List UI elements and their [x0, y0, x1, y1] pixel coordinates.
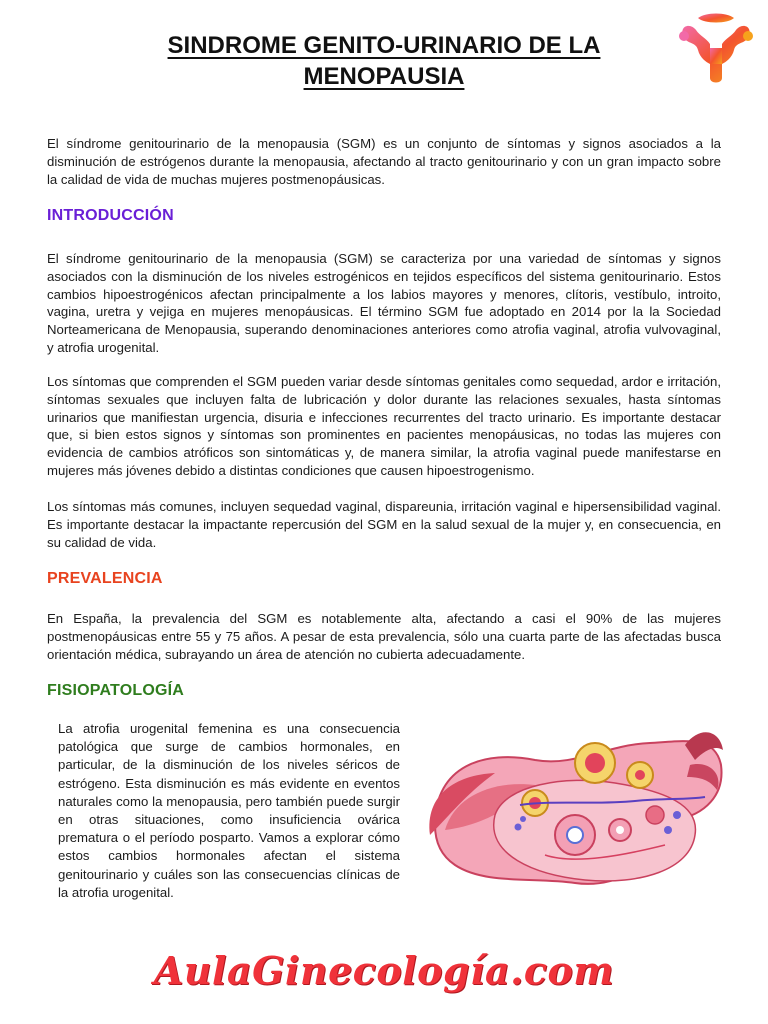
heading-fisiopatologia: FISIOPATOLOGÍA	[47, 682, 185, 699]
introduccion-paragraph-3: Los síntomas más comunes, incluyen sequedad vaginal, dispareunia, irritación vaginal e hipersensibilidad vaginal. Es importante destacar la impactante repercusión del SGM en la salud sexual de la mujer y, en consecuencia, en su calidad de vida.	[47, 499, 721, 550]
ovary-illustration	[425, 705, 725, 895]
heading-introduccion: INTRODUCCIÓN	[47, 207, 174, 224]
heading-prevalencia: PREVALENCIA	[47, 570, 163, 587]
uterus-logo-icon	[676, 8, 756, 88]
introduccion-paragraph-1: El síndrome genitourinario de la menopausia (SGM) se caracteriza por una variedad de síntomas y signos asociados con la disminución de los niveles estrogénicos en tejidos específicos del sistema genitourinario. Estos cambios hipoestrogénicos afectan principalmente a los labios mayores y menores, clítoris, vestíbulo, introito, vagina, uretra y vejiga en mujeres menopáusicas. El término SGM fue adoptado en 2014 por la la Sociedad Norteamericana de Menopausia, superando denominaciones anteriores como atrofia vaginal, atrofia vulvovaginal, y atrofia urogenital.	[47, 251, 721, 355]
page-title: SINDROME GENITO-URINARIO DE LA MENOPAUSIA	[167, 32, 601, 90]
prevalencia-paragraph: En España, la prevalencia del SGM es notablemente alta, afectando a casi el 90% de las mujeres postmenopáusicas entre 55 y 75 años. A pesar de esta prevalencia, sólo una cuarta parte de las afectadas busca orientación médica, subrayando un área de atención no cubierta adecuadamente.	[47, 611, 721, 662]
fisiopatologia-paragraph: La atrofia urogenital femenina es una consecuencia patológica que surge de cambios hormonales, en particular, de la disminución de los niveles séricos de estrógeno. Esta disminución es más evidente en eventos naturales como la menopausia, pero también puede surgir en otras situaciones, como insuficiencia ovárica prematura o el período posparto. Vamos a explorar cómo estos cambios hormonales afectan el sistema genitourinario y cuáles son las consecuencias clínicas de la atrofia urogenital.	[58, 721, 400, 900]
introduccion-paragraph-2: Los síntomas que comprenden el SGM pueden variar desde síntomas genitales como sequedad, ardor e irritación, síntomas sexuales que incluyen falta de lubricación y dolor durante las relaciones sexuales, hasta síntomas urinarios que manifiestan urgencia, disuria e infecciones recurrentes del tracto urinario. Es importante destacar que, si bien estos signos y síntomas son prominentes en pacientes menopáusicas, no todas las mujeres con evidencia de cambios atróficos son sintomáticas y, de manera similar, la atrofia vaginal puede manifestarse en mujeres más jóvenes debido a distintas condiciones que causen hipoestrogenismo.	[47, 374, 721, 478]
intro-paragraph: El síndrome genitourinario de la menopausia (SGM) es un conjunto de síntomas y signos asociados a la disminución de estrógenos durante la menopausia, afectando al tracto genitourinario y con un gran impacto sobre la calidad de vida de muchas mujeres postmenopáusicas.	[47, 136, 721, 187]
brand-wordmark: AulaGinecología.com	[153, 948, 615, 993]
